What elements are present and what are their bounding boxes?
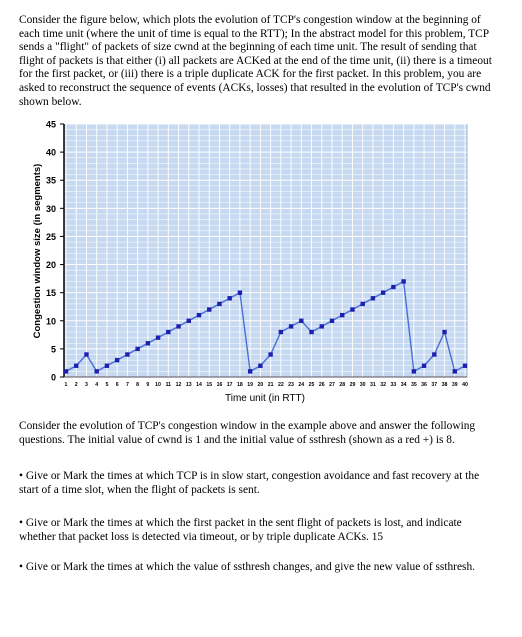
data-point bbox=[105, 364, 109, 368]
x-tick-label: 3 bbox=[85, 382, 88, 388]
question-3: • Give or Mark the times at which the value of ssthresh changes, and give the new value of ssthresh. bbox=[19, 561, 476, 573]
y-tick-label: 0 bbox=[50, 372, 56, 383]
y-tick-label: 20 bbox=[45, 260, 56, 271]
x-tick-label: 2 bbox=[74, 382, 78, 388]
x-tick-label: 25 bbox=[308, 382, 315, 388]
data-point bbox=[207, 307, 211, 311]
data-point bbox=[422, 364, 426, 368]
y-tick-label: 25 bbox=[45, 231, 56, 242]
question-1: • Give or Mark the times at which TCP is in slow start, congestion avoidance and fast recovery at the start of a time slot, when the flight of packets is sent. bbox=[19, 470, 480, 496]
data-point bbox=[453, 369, 457, 373]
x-tick-label: 6 bbox=[115, 382, 119, 388]
x-tick-label: 23 bbox=[288, 382, 294, 388]
x-tick-label: 30 bbox=[359, 382, 366, 388]
data-point bbox=[125, 352, 129, 356]
x-tick-label: 7 bbox=[125, 382, 129, 388]
x-tick-label: 18 bbox=[237, 382, 243, 388]
x-tick-label: 27 bbox=[329, 382, 335, 388]
x-tick-label: 17 bbox=[226, 382, 233, 388]
data-point bbox=[238, 290, 242, 294]
data-point bbox=[268, 352, 272, 356]
data-point bbox=[412, 369, 416, 373]
data-point bbox=[371, 296, 375, 300]
data-point bbox=[176, 324, 180, 328]
x-tick-label: 1 bbox=[64, 382, 68, 388]
data-point bbox=[360, 302, 364, 306]
intro-paragraph: Consider the figure below, which plots the evolution of TCP's congestion window at the beginning of each time unit (where the unit of time is equal to the RTT); In the abstract model for this problem, TCP sends a "flight" of packets of size cwnd at the beginning of each time unit. The result of sending that flight of packets is that either (i) all packets are ACKed at the end of the time unit, (ii) there is a timeout for the first packet, or (iii) there is a triple duplicate ACK for the first packet. In this problem, you are asked to reconstruct the sequence of events (ACKs, losses) that resulted in the evolution of TCP's cwnd shown below. bbox=[19, 14, 492, 108]
x-tick-label: 4 bbox=[95, 382, 99, 388]
x-tick-label: 38 bbox=[441, 382, 448, 388]
x-tick-label: 37 bbox=[431, 382, 438, 388]
x-tick-label: 10 bbox=[155, 382, 161, 388]
data-point bbox=[432, 352, 436, 356]
data-point bbox=[64, 369, 68, 373]
y-tick-label: 40 bbox=[45, 147, 56, 158]
y-axis-label: Congestion window size (in segments) bbox=[32, 163, 43, 339]
x-tick-label: 32 bbox=[380, 382, 387, 388]
x-tick-label: 22 bbox=[277, 382, 284, 388]
data-point bbox=[340, 313, 344, 317]
data-point bbox=[279, 330, 283, 334]
data-point bbox=[146, 341, 150, 345]
data-point bbox=[258, 364, 262, 368]
data-point bbox=[391, 285, 395, 289]
data-point bbox=[401, 279, 405, 283]
x-axis-label: Time unit (in RTT) bbox=[224, 393, 306, 404]
x-tick-label: 8 bbox=[136, 382, 140, 388]
x-tick-label: 5 bbox=[105, 382, 109, 388]
x-tick-label: 11 bbox=[165, 382, 172, 388]
x-tick-label: 34 bbox=[400, 382, 407, 388]
x-tick-label: 14 bbox=[196, 382, 202, 388]
x-tick-label: 13 bbox=[185, 382, 192, 388]
x-tick-label: 21 bbox=[267, 382, 274, 388]
data-point bbox=[381, 290, 385, 294]
y-tick-label: 5 bbox=[50, 344, 56, 355]
x-tick-label: 33 bbox=[390, 382, 397, 388]
chart-svg bbox=[0, 116, 522, 408]
y-tick-label: 35 bbox=[45, 175, 56, 186]
x-tick-label: 35 bbox=[410, 382, 417, 388]
x-tick-label: 28 bbox=[339, 382, 346, 388]
data-point bbox=[248, 369, 252, 373]
x-tick-label: 26 bbox=[318, 382, 325, 388]
x-tick-label: 16 bbox=[216, 382, 223, 388]
data-point bbox=[115, 358, 119, 362]
data-point bbox=[299, 319, 303, 323]
data-point bbox=[330, 319, 334, 323]
y-tick-label: 15 bbox=[45, 288, 56, 299]
data-point bbox=[187, 319, 191, 323]
x-tick-label: 24 bbox=[298, 382, 305, 388]
x-tick-label: 31 bbox=[370, 382, 376, 388]
x-tick-label: 29 bbox=[349, 382, 356, 388]
y-tick-label: 45 bbox=[45, 119, 56, 130]
x-tick-label: 36 bbox=[421, 382, 427, 388]
y-tick-labels bbox=[46, 120, 64, 383]
cwnd-chart bbox=[0, 116, 522, 408]
data-point bbox=[74, 364, 78, 368]
x-tick-label: 15 bbox=[206, 382, 213, 388]
x-tick-label: 39 bbox=[451, 382, 458, 388]
data-point bbox=[84, 352, 88, 356]
x-tick-label: 12 bbox=[175, 382, 182, 388]
data-point bbox=[166, 330, 170, 334]
data-point bbox=[227, 296, 231, 300]
y-tick-label: 30 bbox=[45, 203, 56, 214]
question-2: • Give or Mark the times at which the first packet in the sent flight of packets is lost, and indicate whether that packet loss is detected via timeout, or by triple duplicate ACKs. 15 bbox=[19, 517, 462, 543]
x-tick-label: 20 bbox=[257, 382, 264, 388]
data-point bbox=[156, 335, 160, 339]
x-tick-label: 19 bbox=[247, 382, 254, 388]
x-tick-label: 40 bbox=[462, 382, 468, 388]
data-point bbox=[320, 324, 324, 328]
plot-area bbox=[64, 124, 467, 377]
x-tick-label: 9 bbox=[146, 382, 150, 388]
data-point bbox=[94, 369, 98, 373]
data-point bbox=[463, 364, 467, 368]
question-context: Consider the evolution of TCP's congestion window in the example above and answer the following questions. The initial value of cwnd is 1 and the initial value of ssthresh (shown as a red +) is 8. bbox=[19, 420, 476, 446]
data-point bbox=[289, 324, 293, 328]
y-tick-label: 10 bbox=[45, 316, 56, 327]
data-point bbox=[135, 347, 139, 351]
data-point bbox=[309, 330, 313, 334]
x-tick-labels bbox=[65, 382, 468, 388]
data-point bbox=[442, 330, 446, 334]
data-point bbox=[217, 302, 221, 306]
data-point bbox=[350, 307, 354, 311]
data-point bbox=[197, 313, 201, 317]
